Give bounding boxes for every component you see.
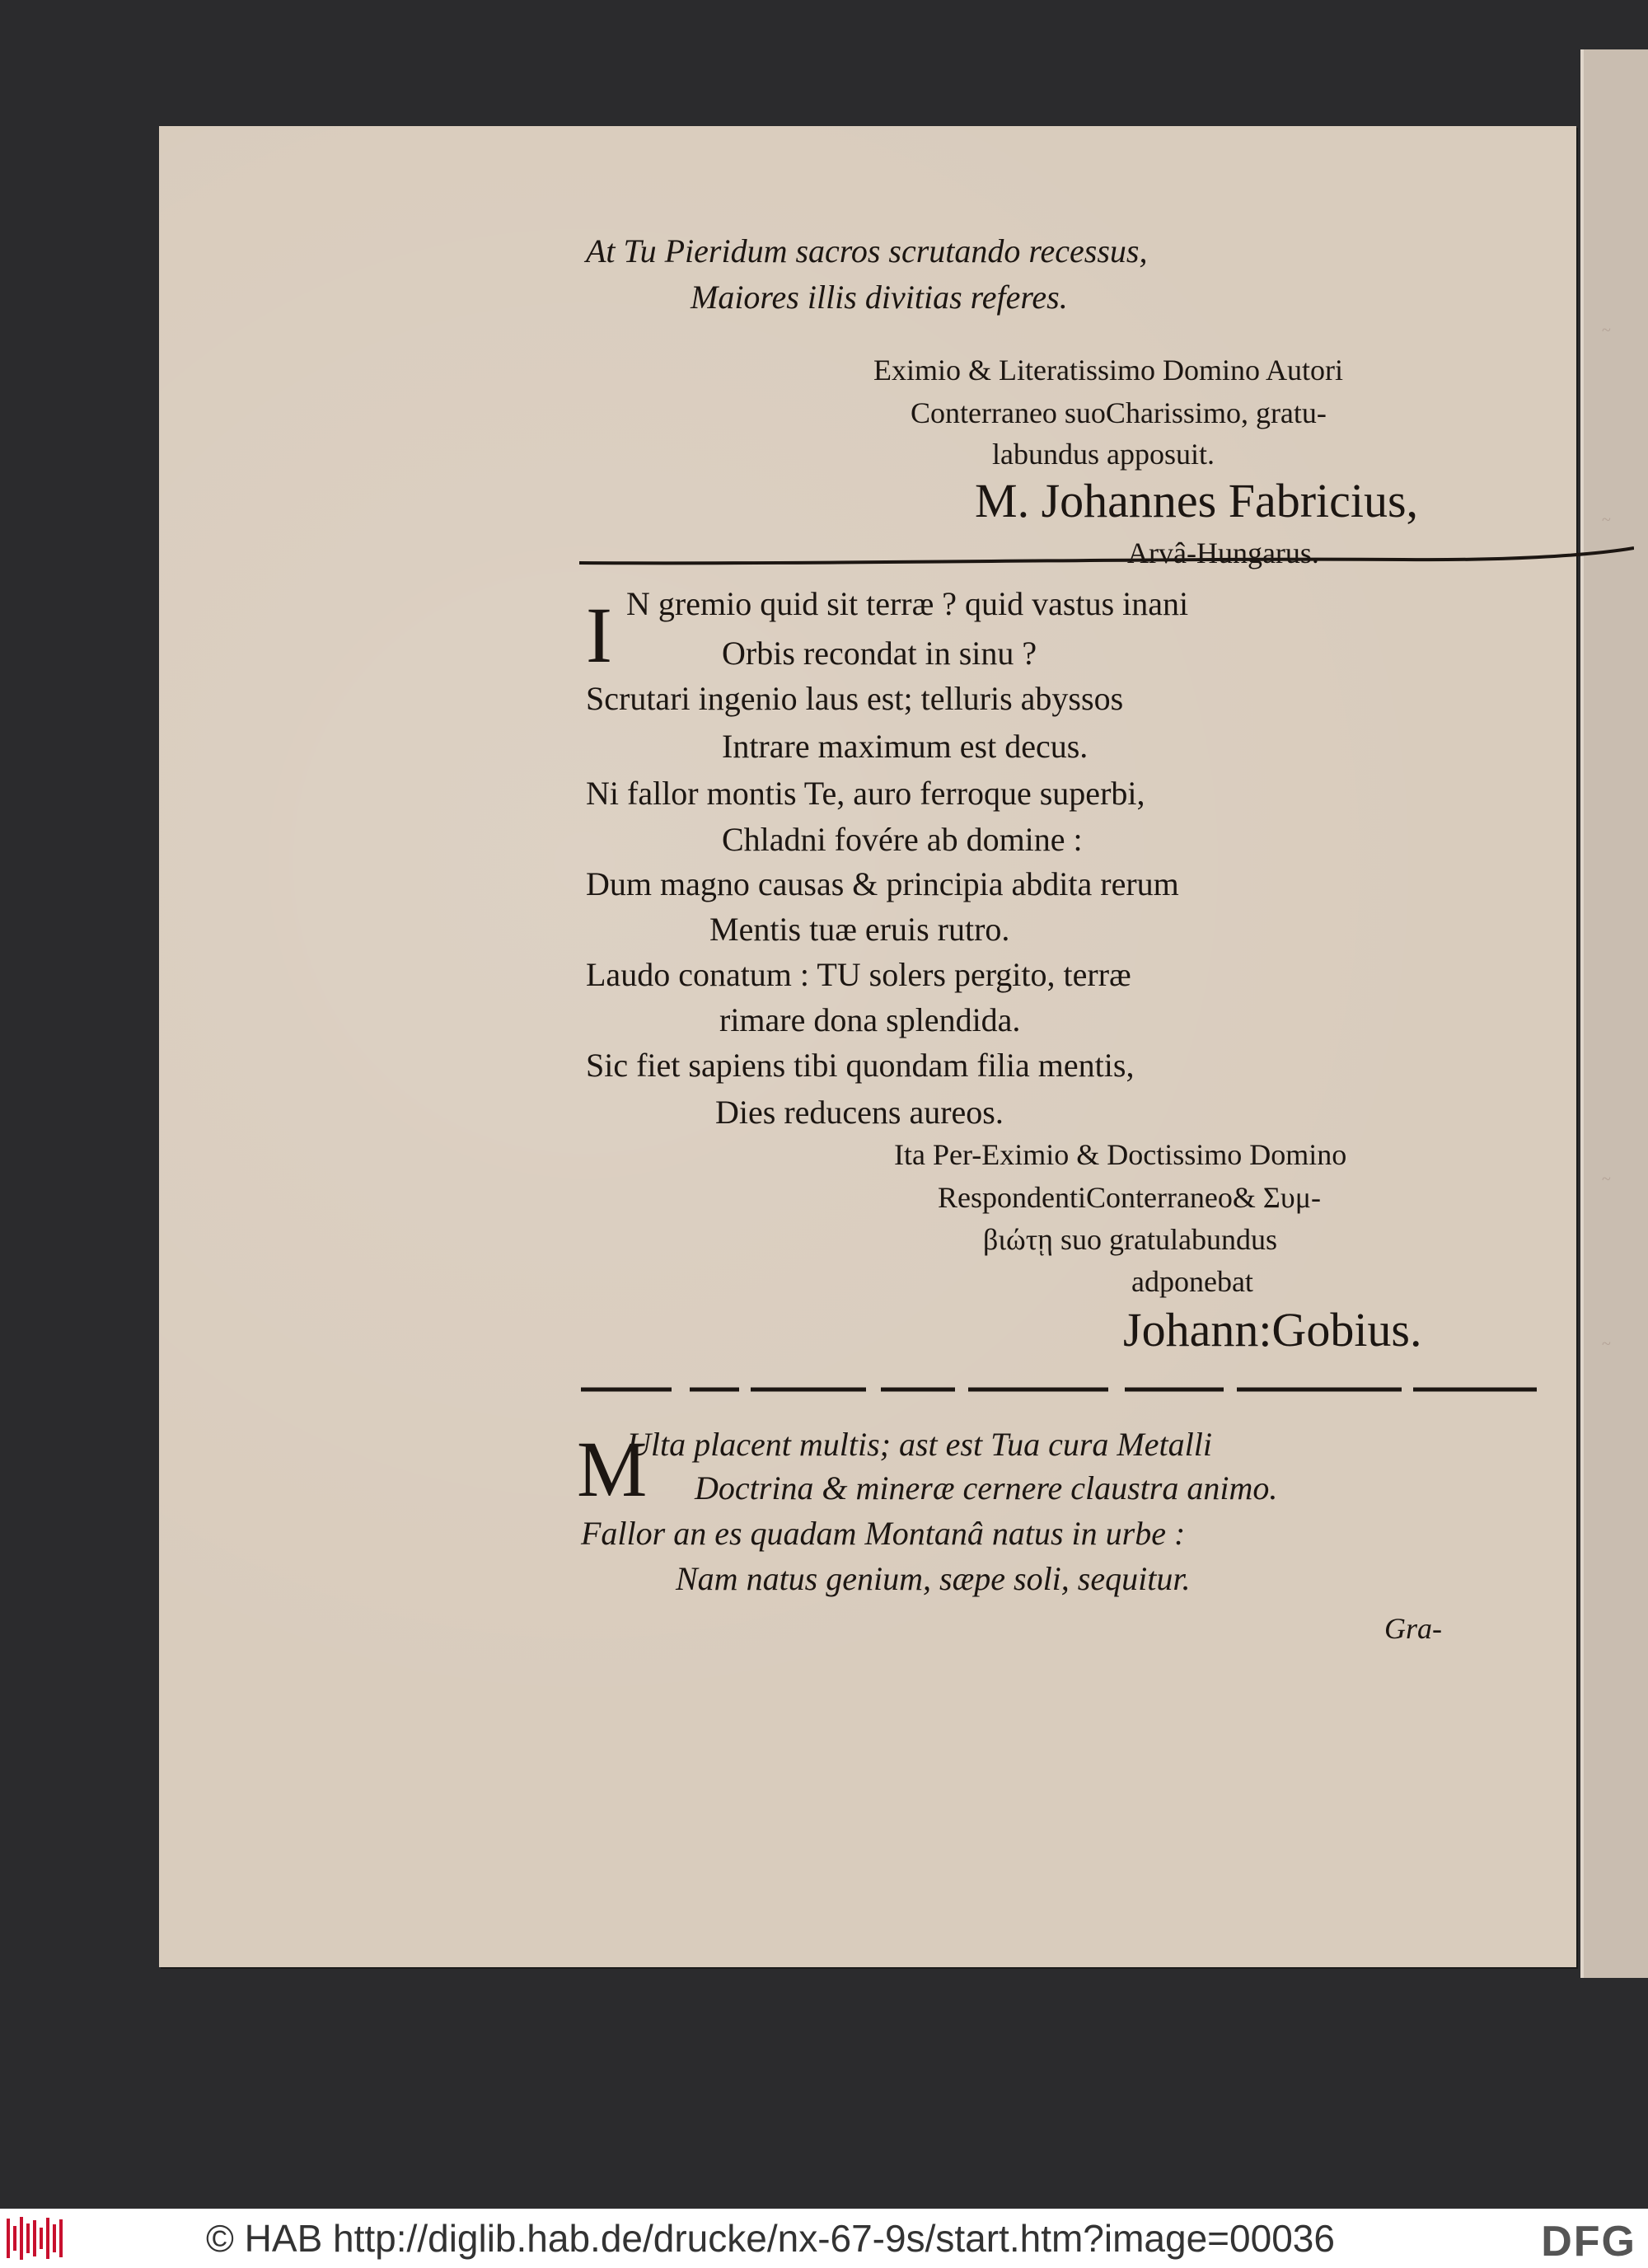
signature1-origin: Arvâ-Hungarus. xyxy=(1127,537,1319,569)
dedication2-line2: RespondentiConterraneo& Συμ- xyxy=(938,1181,1321,1214)
dedication1-line3: labundus apposuit. xyxy=(992,438,1215,471)
signature1-name: M. Johannes Fabricius, xyxy=(975,474,1419,527)
catchword: Gra- xyxy=(1384,1612,1442,1645)
verse1-line2: Maiores illis divitias referes. xyxy=(691,279,1068,316)
poem2-line7: Dum magno causas & principia abdita rerum xyxy=(586,865,1179,902)
adjacent-page-edge: ~ ~ ~ ~ xyxy=(1580,49,1648,1978)
poem2-line8: Mentis tuæ eruis rutro. xyxy=(709,911,1010,948)
poem3-line4: Nam natus genium, sæpe soli, sequitur. xyxy=(676,1560,1191,1597)
dfg-logo: DFG xyxy=(1541,2218,1636,2266)
poem2-line2: Orbis recondat in sinu ? xyxy=(722,635,1037,672)
poem2-line5: Ni fallor montis Te, auro ferroque superbi, xyxy=(586,775,1145,812)
verse1-line1: At Tu Pieridum sacros scrutando recessus, xyxy=(586,232,1148,269)
dedication2-line3: βιώτῃ suo gratulabundus xyxy=(983,1223,1277,1256)
dashed-divider-rule xyxy=(581,1385,1627,1394)
poem2-line11: Sic fiet sapiens tibi quondam filia mentis, xyxy=(586,1047,1135,1084)
poem3-line2: Doctrina & mineræ cernere claustra animo. xyxy=(695,1469,1278,1507)
signature2-name: Johann:Gobius. xyxy=(1123,1303,1422,1357)
poem2-dropcap: I xyxy=(586,591,612,679)
poem2-line6: Chladni fovére ab domine : xyxy=(722,821,1083,858)
poem2-line12: Dies reducens aureos. xyxy=(715,1094,1004,1131)
dedication2-line4: adponebat xyxy=(1131,1265,1253,1298)
book-page xyxy=(159,126,1576,1967)
poem2-line3: Scrutari ingenio laus est; telluris abyssos xyxy=(586,680,1124,717)
dedication1-line1: Eximio & Literatissimo Domino Autori xyxy=(873,354,1343,387)
poem2-line9: Laudo conatum : TU solers pergito, terræ xyxy=(586,956,1131,993)
hab-barcode-logo-icon xyxy=(7,2215,66,2261)
poem3-dropcap: M xyxy=(577,1425,648,1513)
poem2-line1: N gremio quid sit terræ ? quid vastus inani xyxy=(626,585,1189,622)
footer-bar xyxy=(0,2209,1648,2268)
poem2-line10: rimare dona splendida. xyxy=(719,1001,1021,1038)
copyright-url[interactable]: © HAB http://diglib.hab.de/drucke/nx-67-9s/start.htm?image=00036 xyxy=(206,2217,1335,2260)
wavy-divider-rule xyxy=(579,537,1634,573)
dedication1-line2: Conterraneo suoCharissimo, gratu- xyxy=(911,396,1327,429)
poem3-line1: Ulta placent multis; ast est Tua cura Metalli xyxy=(627,1426,1212,1463)
dedication2-line1: Ita Per-Eximio & Doctissimo Domino xyxy=(894,1138,1347,1171)
poem2-line4: Intrare maximum est decus. xyxy=(722,728,1089,765)
poem3-line3: Fallor an es quadam Montanâ natus in urbe : xyxy=(581,1515,1186,1552)
